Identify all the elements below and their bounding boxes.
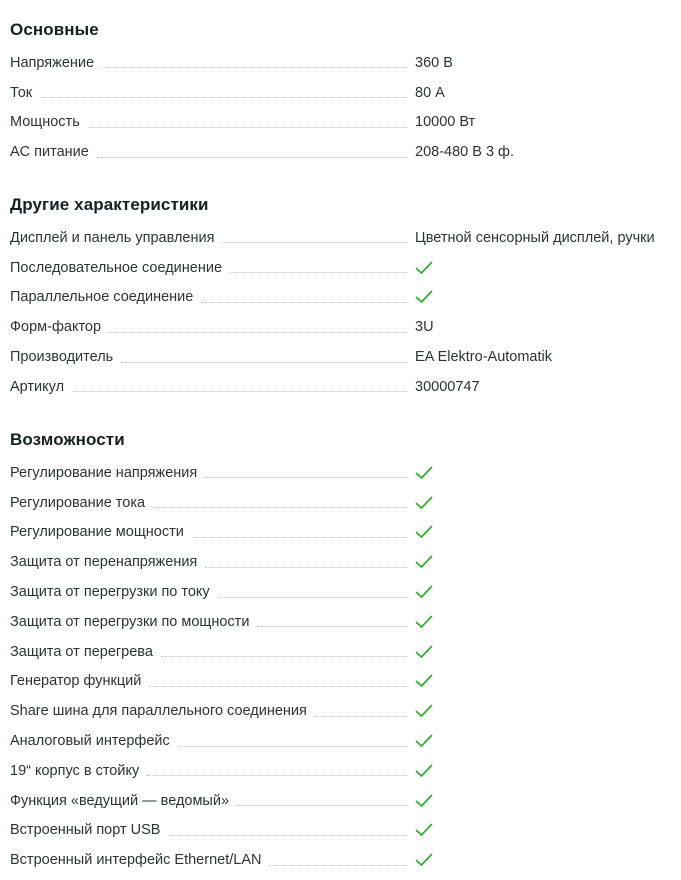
spec-row — [10, 845, 675, 875]
spec-row — [10, 577, 675, 607]
spec-label-wrap — [10, 114, 415, 130]
section-other-specs — [10, 194, 675, 402]
spec-label-wrap — [10, 495, 415, 511]
check-icon — [415, 764, 433, 778]
spec-label: Защита от перегрузки по мощности — [10, 613, 250, 630]
dotted-leader — [315, 716, 407, 717]
spec-label: Мощность — [10, 114, 80, 131]
spec-label-wrap — [10, 319, 415, 335]
check-icon — [415, 704, 433, 718]
spec-label-wrap — [10, 733, 415, 749]
spec-label: Форм-фактор — [10, 319, 102, 336]
spec-label: 19“ корпус в стойку — [10, 762, 140, 779]
spec-label: Защита от перегрузки по току — [10, 584, 210, 601]
check-icon — [415, 525, 433, 539]
check-icon — [415, 290, 433, 304]
check-icon — [415, 585, 433, 599]
spec-label-wrap — [10, 763, 415, 779]
spec-label: Артикул — [10, 378, 65, 395]
spec-row — [10, 756, 675, 786]
spec-value-check — [415, 613, 433, 631]
spec-row — [10, 518, 675, 548]
check-icon — [415, 794, 433, 808]
spec-label: Производитель — [10, 349, 114, 366]
spec-label: Регулирование напряжения — [10, 464, 198, 481]
check-icon — [415, 645, 433, 659]
spec-label: Регулирование мощности — [10, 524, 184, 541]
dotted-leader — [102, 67, 407, 68]
spec-label: Последовательное соединение — [10, 259, 223, 276]
dotted-leader — [40, 97, 407, 98]
spec-label: Напряжение — [10, 54, 95, 71]
dotted-leader — [205, 567, 407, 568]
spec-row — [10, 48, 675, 78]
check-icon — [415, 853, 433, 867]
spec-label-wrap — [10, 55, 415, 71]
spec-label: Параллельное соединение — [10, 289, 194, 306]
section-title: Основные — [10, 20, 99, 39]
spec-label: Регулирование тока — [10, 494, 146, 511]
section-main — [10, 19, 675, 167]
check-icon — [415, 466, 433, 480]
check-icon — [415, 496, 433, 510]
spec-row — [10, 488, 675, 518]
spec-row — [10, 283, 675, 313]
spec-value-check — [415, 792, 433, 810]
spec-label-wrap — [10, 673, 415, 689]
spec-value-check — [415, 851, 433, 869]
spec-row — [10, 108, 675, 138]
spec-label: Генератор функций — [10, 673, 142, 690]
spec-label-wrap — [10, 524, 415, 540]
spec-value-check — [415, 702, 433, 720]
check-icon — [415, 555, 433, 569]
spec-value-check — [415, 762, 433, 780]
spec-value-check — [415, 494, 433, 512]
dotted-leader — [121, 362, 407, 363]
spec-label: Share шина для параллельного соединения — [10, 703, 307, 720]
spec-label-wrap — [10, 852, 415, 868]
spec-row — [10, 223, 675, 253]
dotted-leader — [257, 626, 407, 627]
spec-label: AC питание — [10, 144, 89, 161]
dotted-leader — [88, 127, 407, 128]
spec-label: Функция «ведущий — ведомый» — [10, 792, 230, 809]
spec-row — [10, 372, 675, 402]
spec-list — [10, 223, 675, 402]
dotted-leader — [201, 302, 407, 303]
check-icon — [415, 823, 433, 837]
spec-value: 80 А — [415, 84, 445, 101]
spec-label-wrap — [10, 822, 415, 838]
dotted-leader — [218, 597, 407, 598]
section-features — [10, 429, 675, 875]
spec-value-check — [415, 464, 433, 482]
spec-value-check — [415, 523, 433, 541]
spec-label: Защита от перенапряжения — [10, 554, 198, 571]
spec-row — [10, 696, 675, 726]
dotted-leader — [168, 835, 407, 836]
spec-row — [10, 726, 675, 756]
dotted-leader — [222, 242, 407, 243]
spec-label-wrap — [10, 614, 415, 630]
spec-row — [10, 607, 675, 637]
spec-value-check — [415, 732, 433, 750]
dotted-leader — [97, 157, 407, 158]
dotted-leader — [72, 391, 407, 392]
spec-row — [10, 816, 675, 846]
dotted-leader — [269, 865, 407, 866]
dotted-leader — [149, 686, 407, 687]
spec-value-check — [415, 288, 433, 306]
spec-label: Встроенный интерфейс Ethernet/LAN — [10, 852, 262, 869]
spec-label-wrap — [10, 793, 415, 809]
spec-value: 208-480 В 3 ф. — [415, 144, 514, 161]
spec-label-wrap — [10, 703, 415, 719]
spec-value-check — [415, 643, 433, 661]
spec-row — [10, 342, 675, 372]
spec-list — [10, 48, 675, 167]
spec-value-check — [415, 821, 433, 839]
check-icon — [415, 261, 433, 275]
spec-label-wrap — [10, 260, 415, 276]
spec-label-wrap — [10, 465, 415, 481]
spec-value-check — [415, 553, 433, 571]
spec-row — [10, 253, 675, 283]
spec-label-wrap — [10, 349, 415, 365]
spec-label-wrap — [10, 584, 415, 600]
spec-row — [10, 547, 675, 577]
spec-row — [10, 637, 675, 667]
spec-label: Дисплей и панель управления — [10, 229, 215, 246]
spec-value: 360 В — [415, 54, 453, 71]
spec-row — [10, 458, 675, 488]
dotted-leader — [153, 507, 407, 508]
spec-label-wrap — [10, 85, 415, 101]
spec-row — [10, 78, 675, 108]
section-title: Возможности — [10, 430, 125, 449]
spec-value: EA Elektro-Automatik — [415, 349, 552, 366]
spec-list — [10, 458, 675, 875]
spec-label-wrap — [10, 289, 415, 305]
spec-value-check — [415, 672, 433, 690]
dotted-leader — [109, 332, 407, 333]
spec-row — [10, 667, 675, 697]
spec-value: 30000747 — [415, 378, 480, 395]
dotted-leader — [230, 272, 407, 273]
check-icon — [415, 734, 433, 748]
dotted-leader — [147, 775, 407, 776]
spec-label-wrap — [10, 144, 415, 160]
spec-label-wrap — [10, 554, 415, 570]
dotted-leader — [178, 746, 407, 747]
spec-label-wrap — [10, 644, 415, 660]
spec-row — [10, 137, 675, 167]
check-icon — [415, 615, 433, 629]
dotted-leader — [161, 656, 407, 657]
spec-label: Встроенный порт USB — [10, 822, 161, 839]
spec-value-check — [415, 259, 433, 277]
spec-value-check — [415, 583, 433, 601]
spec-label: Аналоговый интерфейс — [10, 733, 170, 750]
section-title: Другие характеристики — [10, 195, 209, 214]
spec-value: 10000 Вт — [415, 114, 476, 131]
spec-label-wrap — [10, 230, 415, 246]
spec-label-wrap — [10, 379, 415, 395]
spec-value: 3U — [415, 319, 434, 336]
check-icon — [415, 674, 433, 688]
dotted-leader — [192, 537, 407, 538]
dotted-leader — [205, 477, 407, 478]
spec-value: Цветной сенсорный дисплей, ручки — [415, 229, 655, 246]
spec-row — [10, 312, 675, 342]
spec-row — [10, 786, 675, 816]
spec-label: Защита от перегрева — [10, 643, 153, 660]
spec-label: Ток — [10, 84, 33, 101]
dotted-leader — [237, 805, 407, 806]
